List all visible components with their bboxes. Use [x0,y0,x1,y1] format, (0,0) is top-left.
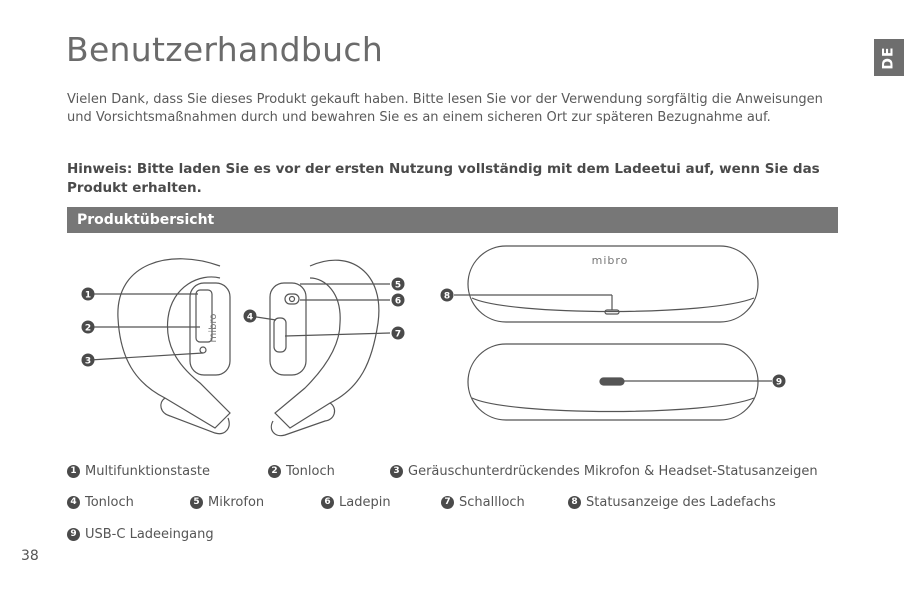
svg-text:1: 1 [84,290,92,301]
legend-item-7 [441,495,525,510]
svg-text:9: 9 [775,377,783,388]
callout-1 [82,288,95,301]
legend-number: 9 [67,528,80,541]
svg-text:7: 7 [394,329,402,340]
svg-text:6: 6 [394,296,402,307]
case-side-illustration [468,344,758,420]
legend-label: Tonloch [85,495,134,510]
legend-number: 1 [67,465,80,478]
legend-item-5 [190,495,264,510]
callout-7 [392,327,405,340]
legend-label: Geräuschunterdrückendes Mikrofon & Headset-Statusanzeigen [408,464,818,479]
legend-number: 7 [441,496,454,509]
legend-number: 6 [321,496,334,509]
product-overview-diagram [60,238,800,438]
legend-label: Ladepin [339,495,391,510]
legend-item-9 [67,527,214,542]
language-tab-label: DE [881,45,897,70]
callout-9 [773,375,786,388]
charging-note: Hinweis: Bitte laden Sie es vor der ersten Nutzung vollständig mit dem Ladeetui auf, wenn Sie das Produkt erhalten. [67,161,820,196]
section-heading: Produktübersicht [67,207,838,233]
svg-text:3: 3 [84,356,92,367]
page-title: Benutzerhandbuch [66,30,384,69]
legend-item-4 [67,495,134,510]
callout-8 [441,289,454,302]
case-brand-mark: mibro [591,254,629,267]
legend-item-1 [67,464,210,479]
language-tab [874,39,904,76]
legend-label: Tonloch [286,464,335,479]
callout-2 [82,321,95,334]
legend-number: 8 [568,496,581,509]
legend-item-2 [268,464,335,479]
legend-number: 2 [268,465,281,478]
legend-number: 5 [190,496,203,509]
legend-label: Mikrofon [208,495,265,510]
svg-text:4: 4 [246,312,254,323]
intro-paragraph: Vielen Dank, dass Sie dieses Produkt gekauft haben. Bitte lesen Sie vor der Verwendung sorgfältig die Anweisungen und Vorsichtsmaßnahmen durch und bewahren Sie es an einem sicheren Ort zur späteren Bezugnahme auf. [67,92,823,125]
callout-4 [244,310,257,323]
callout-5 [392,278,405,291]
legend-label: USB-C Ladeeingang [85,527,214,542]
svg-text:5: 5 [394,280,402,291]
legend-item-3 [390,464,818,479]
legend-label: Schallloch [459,495,525,510]
callout-6 [392,294,405,307]
legend-number: 4 [67,496,80,509]
svg-text:2: 2 [84,323,92,334]
legend-label: Statusanzeige des Ladefachs [586,495,776,510]
legend-item-8 [568,495,776,510]
legend-number: 3 [390,465,403,478]
earbud-front-illustration [118,259,230,434]
legend-label: Multifunktionstaste [85,464,210,479]
callout-3 [82,354,95,367]
earbud-back-illustration [270,260,379,435]
legend-item-6 [321,495,391,510]
earbud-brand-mark: mibro [208,313,219,343]
page-number: 38 [21,548,39,564]
svg-text:8: 8 [443,291,451,302]
